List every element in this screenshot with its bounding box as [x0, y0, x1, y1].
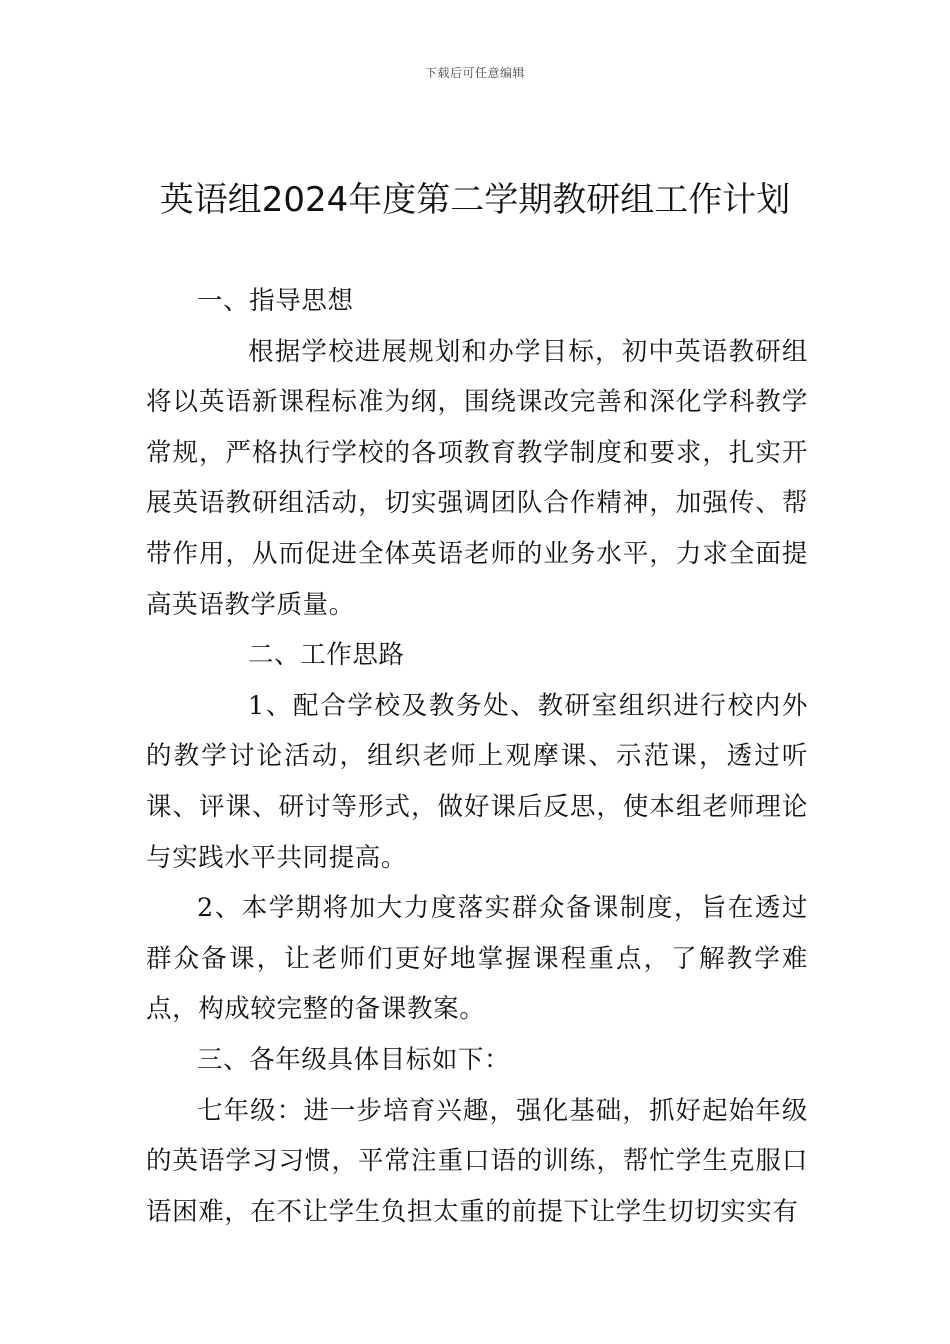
header-note: 下载后可任意编辑 [424, 66, 525, 80]
section-heading-guiding-ideology: 一、指导思想 [197, 286, 354, 316]
page-title: 英语组2024年度第二学期教研组工作计划 [159, 180, 791, 220]
paragraph-guiding-ideology: 根据学校进展规划和办学目标，初中英语教研组将以英语新课程标准为纲，围绕课改完善和深化学科教学常规，严格执行学校的各项教育教学制度和要求，扎实开展英语教研组活动，切实强调团队合作精神，加强传、帮带作用，从而促进全体英语老师的业务水平，力求全面提高英语教学质量。 [146, 336, 808, 620]
section-heading-work-approach: 二、工作思路 [248, 640, 405, 671]
document-body [146, 276, 808, 1237]
paragraph-approach-item-1: 1、配合学校及教务处、教研室组织进行校内外的教学讨论活动，组织老师上观摩课、示范课，透过听课、评课、研讨等形式，做好课后反思，使本组老师理论与实践水平共同提高。 [146, 690, 808, 873]
section-heading-grade-goals: 三、各年级具体目标如下： [197, 1044, 511, 1075]
paragraph-grade-seven: 七年级：进一步培育兴趣，强化基础，抓好起始年级的英语学习习惯，平常注重口语的训练，帮忙学生克服口语困难，在不让学生负担太重的前提下让学生切切实实有 [146, 1095, 808, 1227]
paragraph-approach-item-2: 2、本学期将加大力度落实群众备课制度，旨在透过群众备课，让老师们更好地掌握课程重点，了解教学难点，构成较完整的备课教案。 [146, 893, 808, 1025]
